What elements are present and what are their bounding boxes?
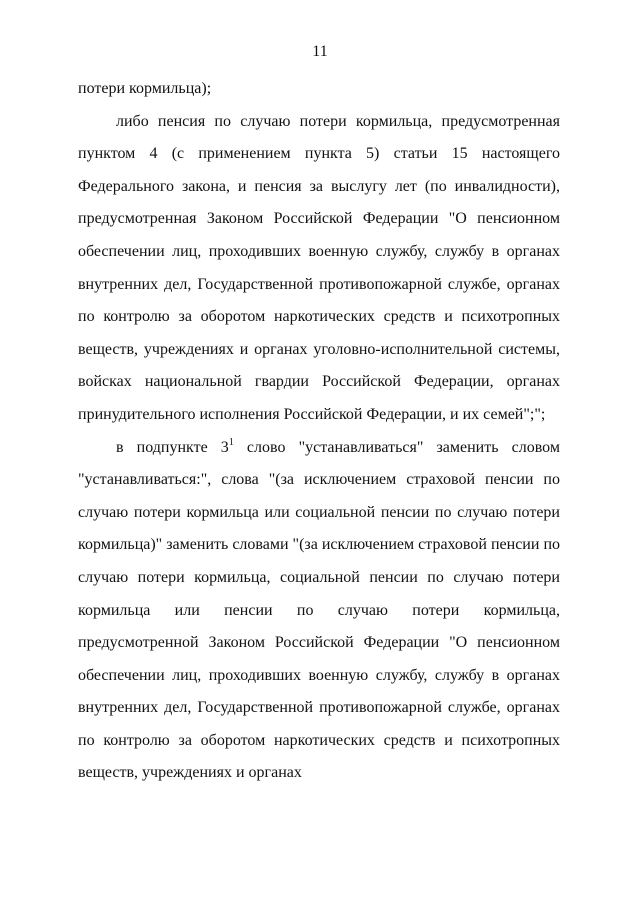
paragraph-subclause-amendment	[78, 432, 560, 791]
subclause-prefix: в подпункте 3	[116, 438, 229, 456]
document-body	[78, 73, 560, 790]
paragraph-continuation: потери кормильца);	[78, 80, 212, 97]
subclause-text: слово "устанавливаться" заменить словом "устанавливаться:", слова "(за исключением страховой пенсии по случаю потери кормильца или социальной пенсии по случаю потери кормильца)" заменить словами "(за исключением страховой пенсии по случаю потери кормильца, социальной пенсии по случаю потери кормильца или пенсии по случаю потери кормильца, предусмотренной Законом Российской Федерации "О пенсионном обеспечении лиц, проходивших военную службу, службу в органах внутренних дел, Государственной противопожарной службе, органах по контролю за оборотом наркотических средств и психотропных веществ, учреждениях и органах	[78, 438, 561, 782]
page-number: 11	[312, 43, 328, 60]
subclause-superscript: 1	[228, 436, 234, 448]
paragraph-pension-clause: либо пенсия по случаю потери кормильца, предусмотренная пунктом 4 (с применением пункта 5) статьи 15 настоящего Федерального закона, и пенсия за выслугу лет (по инвалидности), предусмотренная Законом Российской Федерации "О пенсионном обеспечении лиц, проходивших военную службу, службу в органах внутренних дел, Государственной противопожарной службе, органах по контролю за оборотом наркотических средств и психотропных веществ, учреждениях и органах уголовно-исполнительной системы, войсках национальной гвардии Российской Федерации, органах принудительного исполнения Российской Федерации, и их семей";";	[78, 112, 560, 423]
